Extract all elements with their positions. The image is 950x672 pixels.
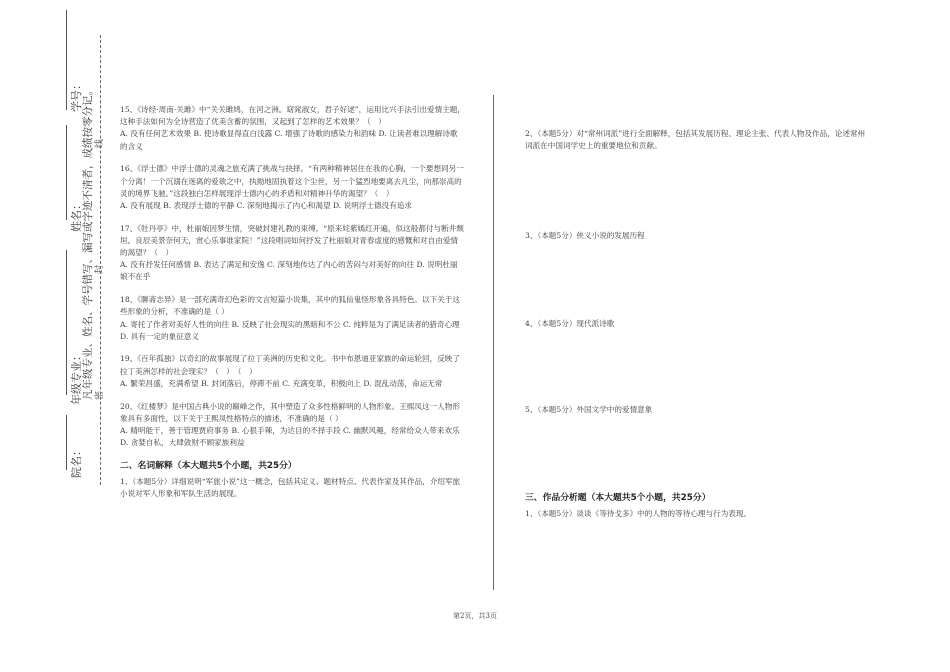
right-question-4-wrap: [525, 318, 870, 330]
question-stem: 15、《诗经·周南·关雎》中“关关雎鸠，在河之洲。窈窕淑女，君子好逑”，运用比兴手法引出爱情主题，这种手法如何为全诗营造了优美含蓄的氛围，又起到了怎样的艺术效果？（ ）: [120, 105, 465, 127]
column-divider: [493, 95, 494, 590]
major-blank: [66, 250, 67, 395]
seal-line-label: 密 封 线: [95, 138, 105, 400]
right-question-5: 5、（本题5分）外国文学中的爱情意象: [525, 405, 653, 414]
right-question-3: 3、（本题5分）侠义小说的发展历程: [525, 231, 645, 240]
seal-dashed-line: [100, 35, 101, 485]
question-stem: 17、《牡丹亭》中，杜丽娘因梦生情，突破封建礼教的束缚。“原来姹紫嫣红开遍，似这般都付与断井颓垣。良辰美景奈何天，赏心乐事谁家院！”这段唱词如何抒发了杜丽娘对青春虚度的感慨和对自由爱情的渴望？（ ）: [120, 223, 464, 258]
section-2-title: 二、名词解释（本大题共5个小题，共25分）: [120, 460, 297, 471]
binding-margin: [0, 0, 110, 672]
right-column: [525, 128, 870, 152]
section-3-question-1: 1、（本题5分）谈谈《等待戈多》中的人物的等待心理与行为表现。: [525, 509, 752, 519]
left-column: [120, 104, 465, 500]
question-options: A. 没有任何艺术效果 B. 使诗歌显得直白浅露 C. 增强了诗歌的感染力和韵味 D. 让读者难以理解诗歌的含义: [120, 129, 458, 151]
question-options: A. 没有抒发任何感情 B. 表达了满足和安逸 C. 深刻地传达了内心的苦闷与对美好的向往 D. 说明杜丽娘不在乎: [120, 260, 458, 282]
question-17: [120, 223, 465, 284]
question-options: A. 没有展现 B. 表现浮士德的平静 C. 深刻地揭示了内心和渴望 D. 说明浮士德没有追求: [120, 200, 412, 210]
question-stem: 19、《百年孤独》以奇幻的故事展现了拉丁美洲的历史和文化。书中布恩迪亚家族的命运轮回，反映了拉丁美洲怎样的社会现实？（ ） （ ）: [120, 354, 460, 376]
school-blank: [66, 415, 67, 470]
section-3-wrap: [525, 490, 870, 520]
right-question-5-wrap: [525, 404, 870, 416]
question-options: A. 精明能干，善于管理贾府事务 B. 心狠手辣，为达目的不择手段 C. 幽默风趣，经常给众人带来欢乐 D. 贪婪自私，大肆敛财不顾家族利益: [120, 425, 460, 448]
binding-notice: 凡年级专业、姓名、学号错写、漏写或字迹不清者，成绩按零分记。: [82, 85, 94, 400]
page-number: 第2页，共3页: [453, 612, 497, 620]
question-options: A. 繁荣昌盛，充满希望 B. 封闭落后，停滞不前 C. 充满变革，积极向上 D. 混乱动荡，命运无常: [120, 378, 443, 388]
student-id-blank: [66, 10, 67, 110]
section-3-title: 三、作品分析题（本大题共5个小题，共25分）: [525, 493, 711, 503]
question-16: [120, 163, 465, 212]
question-stem: 18、《聊斋志异》是一部充满奇幻色彩的文言短篇小说集，其中的狐仙鬼怪形象各具特色。以下关于这些形象的分析，不准确的是（ ）: [120, 295, 460, 317]
question-20: [120, 401, 465, 450]
right-question-2: 2、（本题5分）对“常州词派”进行全面解释，包括其发展历程、理论主张、代表人物及作品，论述常州词派在中国词学史上的重要地位和贡献。: [525, 129, 866, 151]
question-options: A. 寄托了作者对美好人性的向往 B. 反映了社会现实的黑暗和不公 C. 纯粹是为了满足读者的猎奇心理 D. 具有一定的象征意义: [120, 319, 460, 341]
student-id-label: 学号：: [70, 79, 83, 112]
right-question-4: 4、（本题5分）现代派诗歌: [525, 319, 615, 328]
name-label: 姓名：: [70, 199, 83, 232]
question-19: [120, 353, 465, 390]
right-question-3-wrap: [525, 230, 870, 242]
school-label: 院名：: [70, 445, 83, 478]
section-2-question-1: 1、（本题5分）详细说明“军旅小说”这一概念，包括其定义、题材特点、代表作家及其作品，介绍军旅小说对军人形象和军队生活的展现。: [120, 477, 461, 499]
question-18: [120, 294, 465, 343]
major-label: 年级专业：: [70, 350, 83, 405]
question-stem: 20、《红楼梦》是中国古典小说的巅峰之作，其中塑造了众多性格鲜明的人物形象。王熙凤这一人物形象具有多面性，以下关于王熙凤性格特点的描述，不准确的是（ ）: [120, 401, 460, 423]
name-blank: [66, 125, 67, 220]
question-stem: 16、《浮士德》中浮士德的灵魂之旅充满了挑战与抉择。“有两种精神居住在我的心胸，一个要想同另一个分离！一个沉溺在迷离的爱欲之中，执拗地固执着这个尘世，另一个猛烈地要离去凡尘，向那崇高的灵的境界飞驰。”这段独白怎样展现浮士德内心的矛盾和对精神升华的渴望？（ ）: [120, 164, 464, 198]
question-15: [120, 104, 465, 153]
